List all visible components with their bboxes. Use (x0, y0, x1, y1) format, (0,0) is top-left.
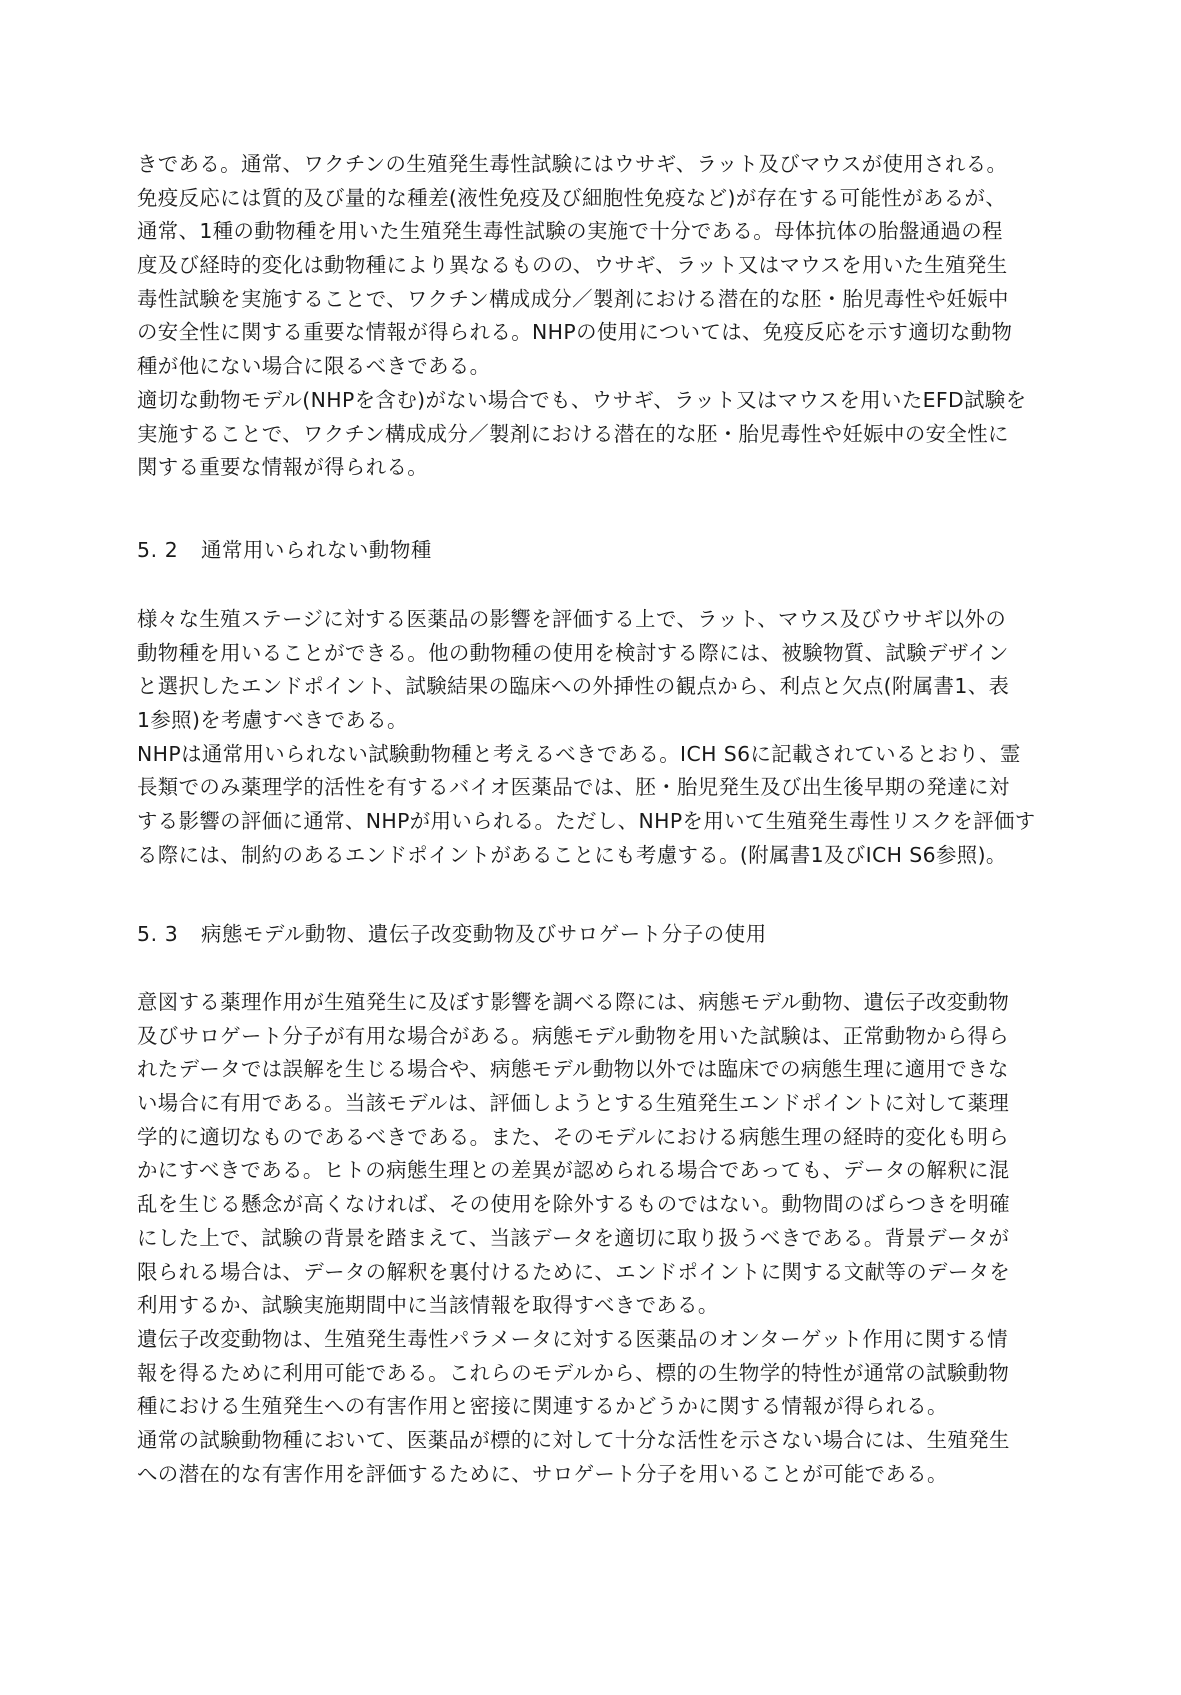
text-line: 動物種を用いることができる。他の動物種の使用を検討する際には、被験物質、試験デザイン (137, 640, 1009, 665)
text-line: れたデータでは誤解を生じる場合や、病態モデル動物以外では臨床での病態生理に適用できな (137, 1057, 1009, 1082)
text-line: 乱を生じる懸念が高くなければ、その使用を除外するものではない。動物間のばらつきを明確 (137, 1192, 1010, 1217)
section-5-2-heading (137, 533, 1045, 567)
text-line: 通常の試験動物種において、医薬品が標的に対して十分な活性を示さない場合には、生殖発生 (137, 1427, 1010, 1452)
text-line: 通常、1種の動物種を用いた生殖発生毒性試験の実施で十分である。母体抗体の胎盤通過の程 (137, 219, 1003, 244)
text-line: 実施することで、ワクチン構成成分／製剤における潜在的な胚・胎児毒性や妊娠中の安全性に (137, 421, 1009, 446)
text-line: する影響の評価に通常、NHPが用いられる。ただし、NHPを用いて生殖発生毒性リスクを評価す (137, 809, 1036, 834)
section-5-3-number: 5. 3 (137, 922, 179, 946)
text-line: い場合に有用である。当該モデルは、評価しようとする生殖発生エンドポイントに対して薬理 (137, 1091, 1010, 1116)
text-line: る際には、制約のあるエンドポイントがあることにも考慮する。(附属書1及びICH S6参照)。 (137, 842, 1007, 867)
section-5-3-text (137, 986, 1045, 1491)
text-line: 意図する薬理作用が生殖発生に及ぼす影響を調べる際には、病態モデル動物、遺伝子改変動物 (137, 990, 1010, 1014)
text-line: 度及び経時的変化は動物種により異なるものの、ウサギ、ラット又はマウスを用いた生殖発生 (137, 253, 1008, 278)
section-5-3-body (137, 986, 1045, 1491)
text-line: にした上で、試験の背景を踏まえて、当該データを適切に取り扱うべきである。背景データが (137, 1225, 1010, 1250)
text-line: きである。通常、ワクチンの生殖発生毒性試験にはウサギ、ラット及びマウスが使用される。 (137, 152, 1008, 176)
text-line: NHPは通常用いられない試験動物種と考えるべきである。ICH S6に記載されているとおり、霊 (137, 741, 1021, 766)
section-5-2-number: 5. 2 (137, 538, 179, 562)
text-line: 学的に適切なものであるべきである。また、そのモデルにおける病態生理の経時的変化も明ら (137, 1124, 1010, 1149)
text-line: 毒性試験を実施することで、ワクチン構成成分／製剤における潜在的な胚・胎児毒性や妊娠中 (137, 286, 1009, 311)
text-line: 1参照)を考慮すべきである。 (137, 708, 408, 733)
text-line: への潜在的な有害作用を評価するために、サロゲート分子を用いることが可能である。 (137, 1461, 948, 1486)
text-line: 限られる場合は、データの解釈を裏付けるために、エンドポイントに関する文献等のデータを (137, 1259, 1011, 1284)
text-line: 種が他にない場合に限るべきである。 (137, 354, 491, 379)
text-line: 適切な動物モデル(NHPを含む)がない場合でも、ウサギ、ラット又はマウスを用いたEFD試験を (137, 387, 1027, 412)
section-5-3-title: 病態モデル動物、遺伝子改変動物及びサロゲート分子の使用 (201, 922, 767, 946)
text-line: かにすべきである。ヒトの病態生理との差異が認められる場合であっても、データの解釈に混 (137, 1158, 1010, 1183)
text-line: 様々な生殖ステージに対する医薬品の影響を評価する上で、ラット、マウス及びウサギ以外の (137, 607, 1007, 631)
intro-paragraphs (137, 148, 1045, 485)
text-line: 利用するか、試験実施期間中に当該情報を取得すべきである。 (137, 1293, 719, 1318)
section-5-3-heading (137, 917, 1045, 951)
text-line: 免疫反応には質的及び量的な種差(液性免疫及び細胞性免疫など)が存在する可能性があるが、 (137, 185, 1007, 210)
section-5-2-text (137, 603, 1045, 873)
text-line: 種における生殖発生への有害作用と密接に関連するかどうかに関する情報が得られる。 (137, 1394, 948, 1419)
text-line: 関する重要な情報が得られる。 (137, 455, 429, 480)
intro-text (137, 148, 1045, 485)
section-5-2-title: 通常用いられない動物種 (201, 538, 432, 562)
text-line: 長類でのみ薬理学的活性を有するバイオ医薬品では、胚・胎児発生及び出生後早期の発達に対 (137, 775, 1010, 800)
text-line: 遺伝子改変動物は、生殖発生毒性パラメータに対する医薬品のオンターゲット作用に関する情 (137, 1326, 1008, 1351)
text-line: 報を得るために利用可能である。これらのモデルから、標的の生物学的特性が通常の試験動物 (137, 1360, 1010, 1385)
section-5-2-body (137, 603, 1045, 873)
text-line: 及びサロゲート分子が有用な場合がある。病態モデル動物を用いた試験は、正常動物から得ら (137, 1023, 1010, 1048)
text-line: の安全性に関する重要な情報が得られる。NHPの使用については、免疫反応を示す適切な動物 (137, 320, 1013, 345)
text-line: と選択したエンドポイント、試験結果の臨床への外挿性の観点から、利点と欠点(附属書1、表 (137, 674, 1010, 699)
